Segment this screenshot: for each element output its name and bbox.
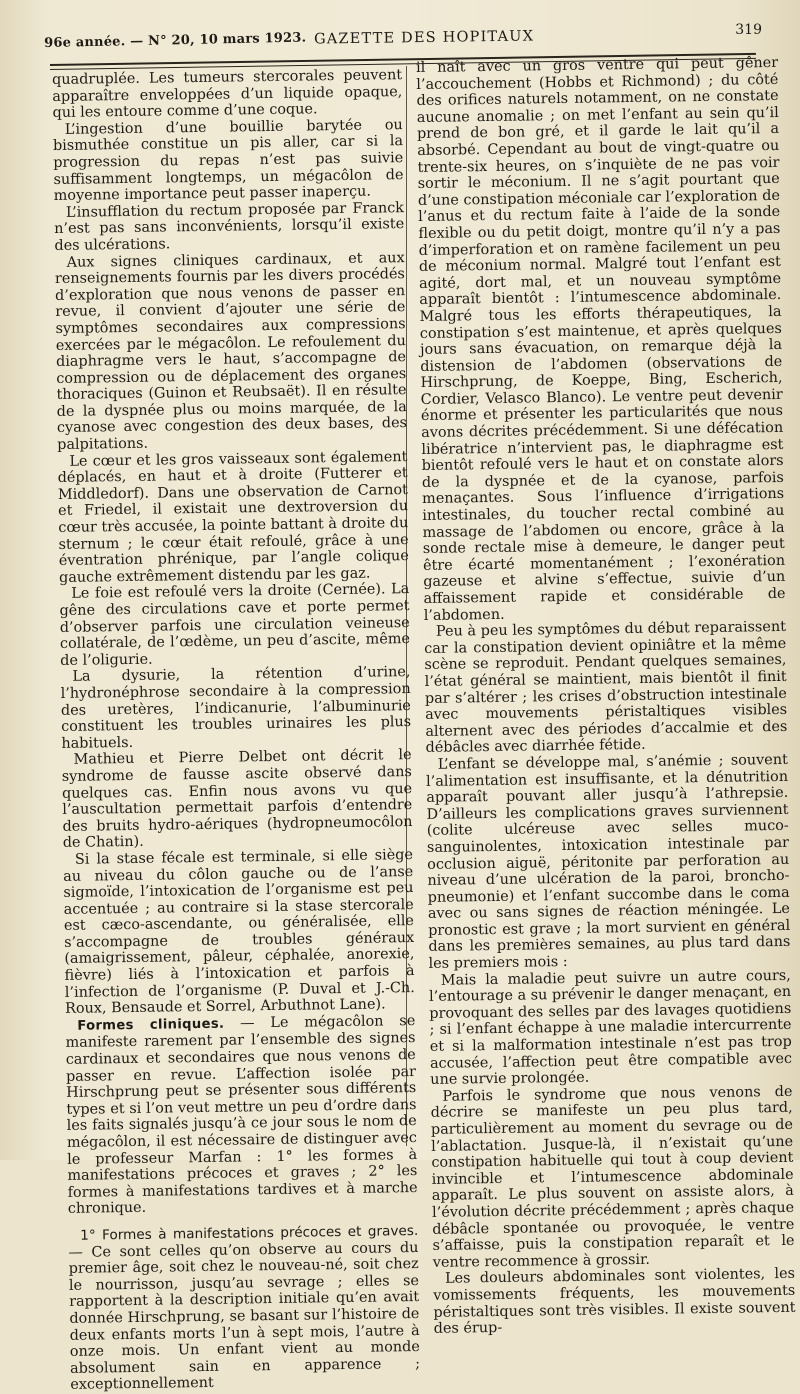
left-column [52,67,421,1394]
section-text: — Le mégacôlon se manifeste rarement par l’ensemble des signes cardinaux et secondaires que nous venons de passer en revue. L’affection isolée par Hirschprung peut se présenter sous différents types et si l’on veut mettre un peu d’ordre dans les faits signalés jusqu’à ce jour sous le nom de mégacôlon, il est nécessaire de distinguer avec le professeur Marfan : 1° les formes à manifestations précoces et graves ; 2° les formes à manifestations tardives et à marche chronique. [65,1012,418,1218]
subsection-paragraph [68,1223,420,1394]
paragraph: Parfois le syndrome que nous venons de décrire se manifeste un peu plus tard, particulièrement au moment du sevrage ou de l’ablactation. Jusque-là, il n’existait qu’une constipation habituelle qui tout à coup devient invincible et l’intumescence abdominale apparaît. Le plus souvent on assiste alors, à l’évolution décrite précédemment ; après chaque débâcle spontanée ou provoquée, le ventre s’affaisse, puis la constipation reparaît et le ventre recommence à grossir. [430,1083,795,1271]
subsection-heading: 1° Formes à manifestations précoces et graves. [80,1222,419,1244]
paragraph: Peu à peu les symptômes du début reparaissent car la constipation devient opiniâtre et la même scène se reproduit. Pendant quelques semaines, l’état général se maintient, mais bientôt il finit par s’altérer ; les crises d’obstruction intestinale avec mouvements péristaltiques visibles alternent avec des périodes d’accalmie et des débâcles avec diarrhée fétide. [424,619,788,757]
section-paragraph [65,1013,418,1218]
paragraph: Le cœur et les gros vaisseaux sont également déplacés, en haut et à droite (Futterer et Middledorf). Dans une observation de Carnot et Friedel, il existait une dextroversion du cœur très accusée, la pointe battant à droite du sternum ; le cœur était refoulé, grâce à une éventration phrénique, par l’angle colique gauche extrêmement distendu par les gaz. [57,448,409,586]
paragraph: Les douleurs abdominales sont violentes, les vomissements fréquents, les mouvements péristaltiques sont très visibles. Il existe souvent des érup- [433,1266,796,1338]
issue-info: 96e année. — N° 20, 10 mars 1923. [44,30,307,51]
right-column [416,54,796,1338]
subsection-text: — Ce sont celles qu’on observe au cours du premier âge, soit chez le nouveau-né, soit chez le nourrisson, jusqu’au sevrage ; elles se rapportent à la description initiale qu’en avait donnée Hirschprung, se basant sur l’histoire de deux enfants morts l’un à sept mois, l’autre à onze mois. Un enfant vient au monde absolument sain en apparence ; exceptionnellement [68,1239,421,1394]
paragraph: Aux signes cliniques cardinaux, et aux renseignements fournis par les divers procédés d’exploration que nous venons de passer en revue, il convient d’ajouter une série de symptômes secondaires aux compressions exercées par le mégacôlon. Le refoulement du diaphragme vers le haut, s’accompagne de compression ou de déplacement des organes thoraciques (Guinon et Reubsaët). Il en résulte de la dyspnée plus ou moins marquée, de la cyanose avec congestion des deux bases, des palpitations. [54,249,408,454]
page-header [44,22,764,56]
paragraph: quadruplée. Les tumeurs stercorales peuvent apparaître enveloppées d’un liquide opaque, qui les entoure comme d’une coque. [52,67,403,122]
page-number: 319 [735,22,762,38]
paragraph: L’enfant se développe mal, s’anémie ; souvent l’alimentation est insuffisante, et la dénutrition apparaît pouvant aller jusqu’à l’athrepsie. D’ailleurs les complications graves surviennent (colite ulcéreuse avec selles muco-sanguinolentes, intoxication intestinale par occlusion aiguë, péritonite par perforation au niveau d’une ulcération de la paroi, broncho-pneumonie) et l’enfant succombe dans le coma avec ou sans signes de réaction méningée. Le pronostic est grave ; la mort survient en général dans les premières semaines, au plus tard dans les premiers mois : [425,751,791,972]
paragraph: L’ingestion d’une bouillie barytée ou bismuthée constitue un pis aller, car si la progression du repas n’est pas suivie suffisamment longtemps, un mégacôlon de moyenne importance peut passer inaperçu. [52,116,404,205]
paragraph: il naît avec un gros ventre qui peut gêner l’accouchement (Hobbs et Richmond) ; du côté des orifices naturels notamment, on ne constate aucune anomalie ; on met l’enfant au sein qu’il prend de bon gré, et il garde le lait qu’il a absorbé. Cependant au bout de vingt-quatre ou trente-six heures, on s’inquiète de ne pas voir sortir le méconium. Il ne s’agit pourtant que d’une constipation méconiale car l’exploration de l’anus et du rectum faite à l’aide de la sonde flexible ou du petit doigt, montre qu’il n’y a pas d’imperforation et on ramène facilement un peu de méconium normal. Malgré tout l’enfant est agité, dort mal, et un nouveau symptôme apparaît bientôt : l’intumescence abdominale. Malgré tous les efforts thérapeutiques, la constipation s’est maintenue, et après quelques jours sans évacuation, on remarque déjà la distension de l’abdomen (observations de Hirschprung, de Koeppe, Bing, Escherich, Cordier, Velasco Blanco). Le ventre peut devenir énorme et présenter les particularités que nous avons décrites précédemment. Si une défécation libératrice n’intervient pas, le diaphragme est bientôt refoulé vers le haut et on constate alors de la dyspnée et de la cyanose, parfois menaçantes. Sous l’influence d’irrigations intestinales, du toucher rectal combiné au massage de l’abdomen ou encore, grâce à la sonde rectale mise à demeure, le danger peut être écarté momentanément ; l’exonération gazeuse et alvine s’effectue, suivie d’un affaissement rapide et considérable de l’abdomen. [416,54,786,624]
paragraph: Mathieu et Pierre Delbet ont décrit le syndrome de fausse ascite observé dans quelques cas. Enfin nous avons vu que l’auscultation permettait parfois d’entendre des bruits hydro-aériques (hydropneumocôlon de Chatin). [61,747,413,852]
journal-title: GAZETTE DES HOPITAUX [313,28,535,48]
section-heading: Formes cliniques. [77,1016,225,1034]
paragraph: Si la stase fécale est terminale, si elle siège au niveau du côlon gauche ou de l’anse sigmoïde, l’intoxication de l’organisme est peu accentuée ; au contraire si la stase stercorale est cæco-ascendante, ou généralisée, elle s’accompagne de troubles généraux (amaigrissement, pâleur, céphalée, anorexie, fièvre) liés à l’intoxication et parfois à l’infection de l’organisme (P. Duval et J.-Ch. Roux, Bensaude et Sorrel, Arbuthnot Lane). [63,846,415,1018]
paragraph: L’insufflation du rectum proposée par Franck n’est pas sans inconvénients, lorsqu’il existe des ulcérations. [54,199,405,254]
paragraph: Le foie est refoulé vers la droite (Cernée). La gêne des circulations cave et porte permet d’observer parfois une circulation veineuse collatérale, de l’œdème, un peu d’ascite, même de l’oligurie. [59,581,411,669]
paragraph: Mais la maladie peut suivre un autre cours, l’entourage a su prévenir le danger menaçant, en provoquant des selles par des lavages quotidiens ; si l’enfant échappe à une maladie intercurrente et si la malformation intestinale n’est pas trop accusée, l’affection peut être compatible avec une survie prolongée. [428,967,793,1089]
paragraph: La dysurie, la rétention d’urine, l’hydronéphrose secondaire à la compression des uretères, l’indicanurie, l’albuminurie constituent les troubles urinaires les plus habituels. [60,664,412,752]
